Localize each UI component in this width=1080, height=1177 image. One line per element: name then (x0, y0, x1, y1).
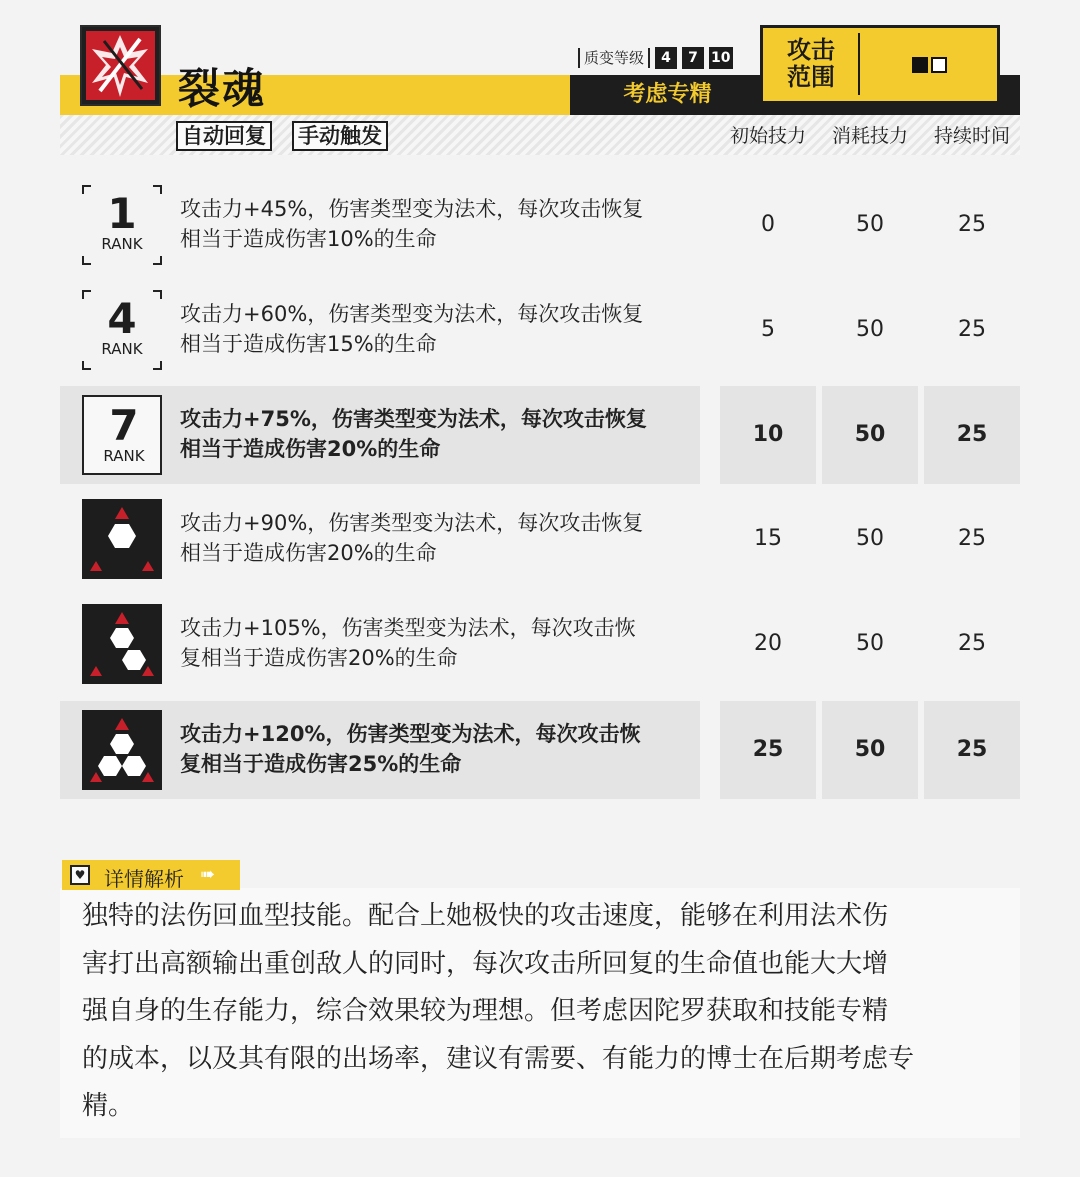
duration-value: 25 (958, 212, 986, 237)
mastery-level-box: 4 (655, 47, 677, 69)
skill-level-row (60, 701, 1020, 799)
rank-badge (82, 290, 162, 370)
rank-number: 1 (107, 189, 137, 238)
initial-sp-value: 5 (761, 317, 775, 342)
skill-description (180, 719, 690, 779)
col-initial-sp: 初始技力 (729, 125, 806, 147)
skill-description (180, 508, 690, 568)
sp-cost-value: 50 (854, 422, 886, 447)
mastery-level-box: 10 (709, 47, 732, 69)
initial-sp-value: 25 (752, 737, 784, 762)
description-line: 攻击力+90%，伤害类型变为法术，每次攻击恢复 (180, 511, 644, 535)
sp-cost-value: 50 (856, 317, 884, 342)
tag-manual-trigger: 手动触发 (292, 121, 388, 151)
skill-description (180, 299, 690, 359)
description-line: 攻击力+120%，伤害类型变为法术，每次攻击恢 (180, 722, 641, 746)
detail-title: 详情解析 (104, 867, 184, 891)
rank-label: RANK (101, 340, 143, 358)
attack-range-grid-icon (912, 57, 952, 73)
mastery-2-icon (82, 604, 162, 684)
consider-mastery-label: 考虑专精 (623, 82, 712, 107)
description-line: 相当于造成伤害20%的生命 (180, 437, 441, 461)
tag-auto-recovery: 自动回复 (176, 121, 272, 151)
mastery-levels (578, 47, 733, 69)
sp-cost-value: 50 (856, 526, 884, 551)
description-line: 复相当于造成伤害20%的生命 (180, 646, 458, 670)
description-line: 攻击力+60%，伤害类型变为法术，每次攻击恢复 (180, 302, 644, 326)
initial-sp-value: 15 (754, 526, 782, 551)
paragraph-line: 强自身的生存能力，综合效果较为理想。但考虑因陀罗获取和技能专精 (82, 996, 889, 1026)
skill-description (180, 194, 690, 254)
duration-value: 25 (958, 631, 986, 656)
skill-level-row (60, 595, 1020, 693)
skill-emblem-icon (80, 25, 161, 106)
initial-sp-value: 10 (752, 422, 784, 447)
rank-badge (82, 185, 162, 265)
skill-level-row (60, 281, 1020, 379)
skill-level-row (60, 176, 1020, 274)
paragraph-line: 精。 (82, 1091, 135, 1121)
skill-level-row (60, 386, 1020, 484)
col-sp-cost: 消耗技力 (831, 125, 908, 147)
range-cell-self (912, 57, 928, 73)
attack-range-label: 攻击范围 (787, 36, 835, 91)
mastery-level-box: 7 (682, 47, 704, 69)
sp-cost-value: 50 (856, 212, 884, 237)
rank-badge (82, 395, 162, 475)
rank-number: 4 (107, 294, 137, 343)
sp-cost-value: 50 (854, 737, 886, 762)
paragraph-line: 害打出高额输出重创敌人的同时，每次攻击所回复的生命值也能大大增 (82, 948, 889, 979)
rank-label: RANK (103, 447, 145, 465)
sp-cost-value: 50 (856, 631, 884, 656)
duration-value: 25 (956, 422, 988, 447)
arrow-right-icon: ➠ (200, 864, 216, 885)
description-line: 攻击力+105%，伤害类型变为法术，每次攻击恢 (180, 616, 636, 640)
col-duration: 持续时间 (933, 125, 1010, 147)
rank-number: 7 (109, 401, 139, 450)
mastery-label: 质变等级 (578, 48, 650, 68)
skill-description (180, 404, 690, 464)
mastery-3-icon (82, 710, 162, 790)
skill-description (180, 613, 690, 673)
description-line: 相当于造成伤害20%的生命 (180, 541, 437, 565)
range-cell-target (931, 57, 947, 73)
description-line: 相当于造成伤害10%的生命 (180, 227, 437, 251)
description-line: 攻击力+75%，伤害类型变为法术，每次攻击恢复 (180, 407, 647, 431)
duration-value: 25 (956, 737, 988, 762)
paragraph-line: 的成本，以及其有限的出场率，建议有需要、有能力的博士在后期考虑专 (82, 1043, 915, 1074)
initial-sp-value: 0 (761, 212, 775, 237)
duration-value: 25 (958, 526, 986, 551)
duration-value: 25 (958, 317, 986, 342)
description-line: 相当于造成伤害15%的生命 (180, 332, 437, 356)
range-divider (858, 33, 860, 95)
skill-level-row (60, 490, 1020, 588)
mastery-1-icon (82, 499, 162, 579)
paragraph-line: 独特的法伤回血型技能。配合上她极快的攻击速度，能够在利用法术伤 (82, 901, 889, 931)
rank-label: RANK (101, 235, 143, 253)
detail-paragraph (82, 893, 1007, 1131)
description-line: 复相当于造成伤害25%的生命 (180, 752, 462, 776)
initial-sp-value: 20 (754, 631, 782, 656)
description-line: 攻击力+45%，伤害类型变为法术，每次攻击恢复 (180, 197, 644, 221)
skill-name: 裂魂 (178, 64, 267, 113)
heart-icon: ♥ (70, 865, 90, 885)
